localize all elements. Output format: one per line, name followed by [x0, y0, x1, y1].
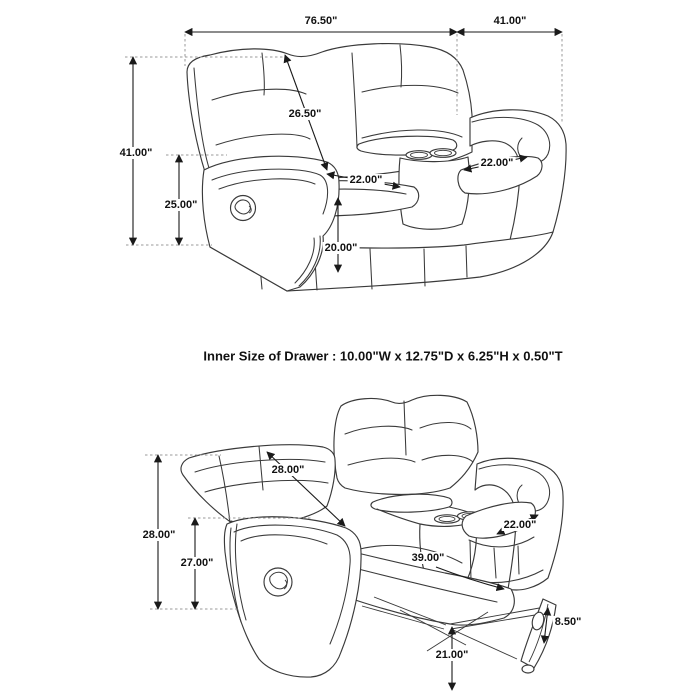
dim-label-overall-width: 76.50"	[304, 15, 338, 27]
reclined-back	[181, 445, 335, 527]
dim-label-reclined-seat-width: 22.00"	[503, 519, 537, 531]
dim-label-footrest-clearance: 21.00"	[435, 649, 469, 661]
dim-label-reclined-back-length: 28.00"	[271, 464, 305, 476]
recliner-handle	[231, 196, 256, 221]
sofa-back	[187, 44, 472, 179]
footrest-pad	[521, 599, 556, 668]
dim-label-right-seat-width: 22.00"	[480, 157, 514, 169]
footrest-foot	[522, 665, 534, 673]
dim-label-overall-height: 41.00"	[119, 147, 153, 159]
dim-label-seat-height: 20.00"	[324, 242, 358, 254]
dim-label-overall-depth: 41.00"	[493, 15, 527, 27]
dim-label-footrest-pad-height: 8.50"	[554, 616, 582, 628]
left-arm	[224, 517, 361, 677]
console-lid	[371, 494, 452, 512]
dim-label-recline-length: 39.00"	[411, 552, 445, 564]
dim-label-arm-height: 25.00"	[164, 199, 198, 211]
dim-label-reclined-arm-height: 27.00"	[180, 557, 214, 569]
dim-label-back-length: 26.50"	[288, 108, 322, 120]
dim-label-left-seat-width: 22.00"	[349, 174, 383, 186]
sofa-reclined-illustration	[181, 395, 563, 677]
drawer-size-note: Inner Size of Drawer : 10.00"W x 12.75"D x 6.25"H x 0.50"T	[203, 348, 563, 364]
dim-label-reclined-back-height: 28.00"	[142, 529, 176, 541]
